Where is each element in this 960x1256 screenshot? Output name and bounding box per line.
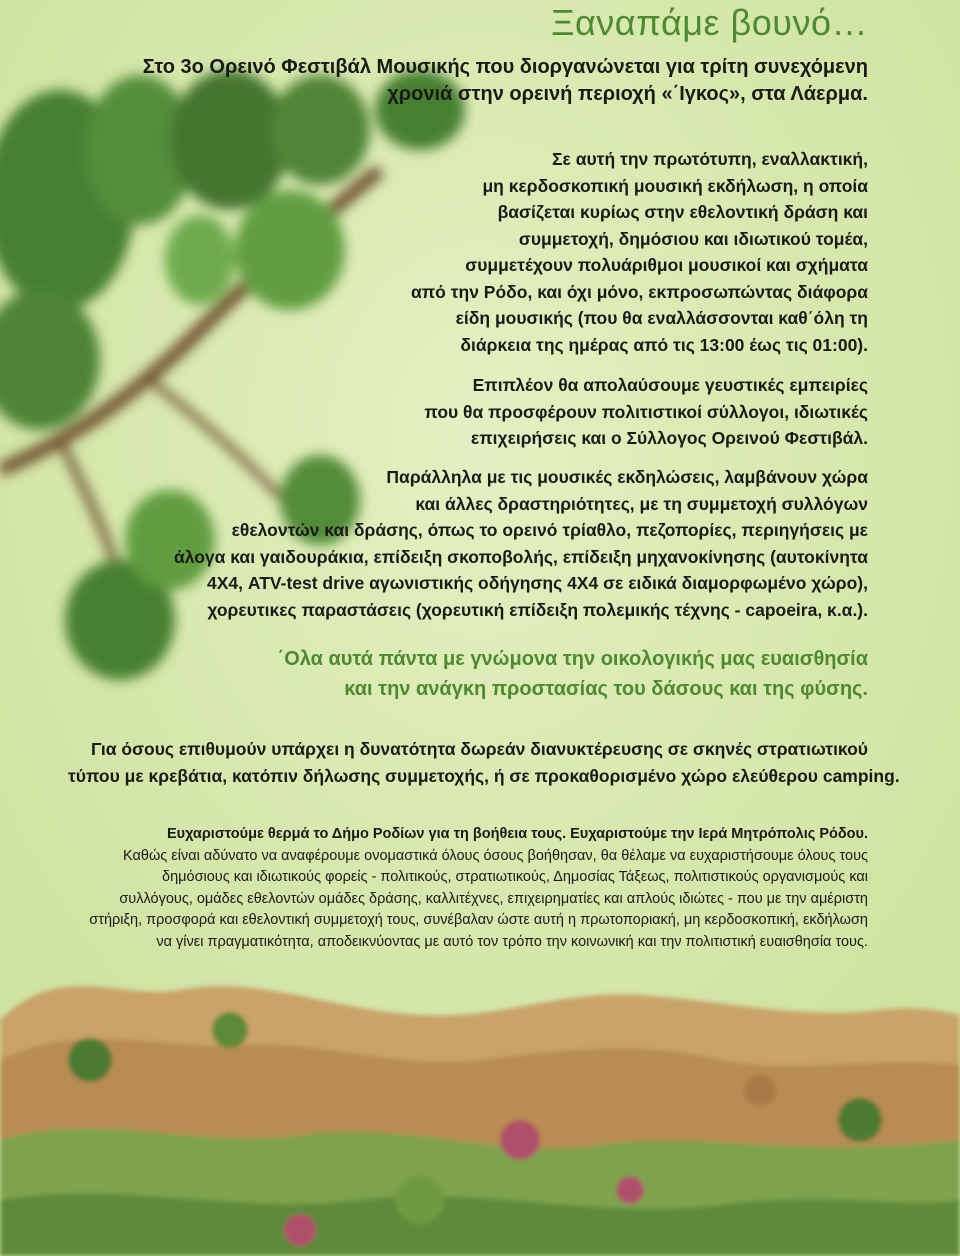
- paragraph-line: και άλλες δραστηριότητες, με τη συμμετοχή συλλόγων: [415, 493, 868, 514]
- camping-paragraph: [68, 736, 900, 790]
- paragraph-line: χορευτικες παραστάσεις (χορευτική επίδειξη πολεμικής τέχνης - capoeira, κ.α.).: [207, 599, 868, 620]
- paragraph-line: μη κερδοσκοπική μουσική εκδήλωση, η οποία: [482, 175, 868, 196]
- paragraph-line: που θα προσφέρουν πολιτιστικοί σύλλογοι, ιδιωτικές: [424, 401, 868, 422]
- thanks-line: δημόσιους και ιδιωτικούς φορείς - πολιτικούς, στρατιωτικούς, Δημοσίας Τάξεως, πολιτιστικούς οργανισμούς και: [162, 869, 868, 885]
- paragraph-line: βασίζεται κυρίως στην εθελοντική δράση και: [497, 202, 868, 222]
- page-title: Ξαναπάμε βουνό…: [551, 2, 868, 43]
- paragraph-line: είδη μουσικής (που θα εναλλάσσονται καθ΄όλη τη: [455, 308, 868, 328]
- paragraph-line: 4Χ4, ATV-test drive αγωνιστικής οδήγησης 4Χ4 σε ειδικά διαμορφωμένο χώρο),: [207, 573, 868, 593]
- festival-description-paragraph: [348, 146, 868, 358]
- paragraph-line: διάρκεια της ημέρας από τις 13:00 έως τις 01:00).: [460, 334, 868, 355]
- paragraph-line: συμμετοχή, δημόσιου και ιδιωτικού τομέα,: [518, 228, 868, 249]
- paragraph-line: Παράλληλα με τις μουσικές εκδηλώσεις, λαμβάνουν χώρα: [386, 467, 868, 487]
- thanks-heading: Ευχαριστούμε θερμά το Δήμο Ροδίων για τη βοήθεια τους. Ευχαριστούμε την Ιερά Μητρόπολις Ρόδου.: [166, 826, 868, 842]
- activities-paragraph: [168, 464, 868, 623]
- thanks-line: στήριξη, προσφορά και εθελοντική συμμετοχή τους, συνέβαλαν ώστε αυτή η πρωτοποριακή, μη κερδοσκοπική, εκδήλωση: [89, 912, 868, 928]
- paragraph-line: εθελοντών και δράσης, όπως το ορεινό τρίαθλο, πεζοπορίες, περιηγήσεις με: [231, 520, 868, 540]
- paragraph-line: συμμετέχουν πολυάριθμοι μουσικοί και σχήματα: [465, 255, 868, 275]
- food-experiences-paragraph: [348, 372, 868, 452]
- acknowledgements: [68, 824, 868, 953]
- intro-line: χρονιά στην ορεινή περιοχή «΄Ιγκος», στα Λάερμα.: [387, 83, 868, 105]
- paragraph-line: Για όσους επιθυμούν υπάρχει η δυνατότητα δωρεάν διανυκτέρευσης σε σκηνές στρατιωτικού: [90, 739, 868, 759]
- eco-line: ΄Ολα αυτά πάντα με γνώμονα την οικολογικής μας ευαισθησία: [277, 648, 868, 670]
- paragraph-line: τύπου με κρεβάτια, κατόπιν δήλωσης συμμετοχής, ή σε προκαθορισμένο χώρο ελεύθερου camping.: [68, 766, 900, 786]
- paragraph-line: Επιπλέον θα απολαύσουμε γευστικές εμπειρίες: [472, 375, 868, 395]
- mountain-landscape: [0, 986, 960, 1256]
- paragraph-line: Σε αυτή την πρωτότυπη, εναλλακτική,: [552, 149, 868, 169]
- eco-line: και την ανάγκη προστασίας του δάσους και της φύσης.: [344, 678, 868, 700]
- paragraph-line: επιχειρήσεις και ο Σύλλογος Ορεινού Φεστιβάλ.: [470, 428, 868, 448]
- thanks-line: να γίνει πραγματικότητα, αποδεικνύοντας με αυτό τον τρόπο την κοινωνική και την πολιτιστική ευαισθησία τους.: [156, 933, 868, 950]
- paragraph-line: άλογα και γαιδουράκια, επίδειξη σκοποβολής, επίδειξη μηχανοκίνησης (αυτοκίνητα: [173, 546, 868, 567]
- eco-statement: [168, 644, 868, 704]
- intro-line: Στο 3ο Ορεινό Φεστιβάλ Μουσικής που διοργανώνεται για τρίτη συνεχόμενη: [142, 56, 868, 78]
- thanks-line: συλλόγους, ομάδες εθελοντών ομάδες δράσης, καλλιτέχνες, επιχειρηματίες και απλούς ιδιώτες - που με την αμέριστη: [119, 890, 868, 907]
- paragraph-line: από την Ρόδο, και όχι μόνο, εκπροσωπώντας διάφορα: [411, 281, 868, 302]
- thanks-line: Καθώς είναι αδύνατο να αναφέρουμε ονομαστικά όλους όσους βοήθησαν, θα θέλαμε να ευχαριστήσουμε όλους τους: [123, 847, 868, 864]
- intro-paragraph: [108, 54, 868, 108]
